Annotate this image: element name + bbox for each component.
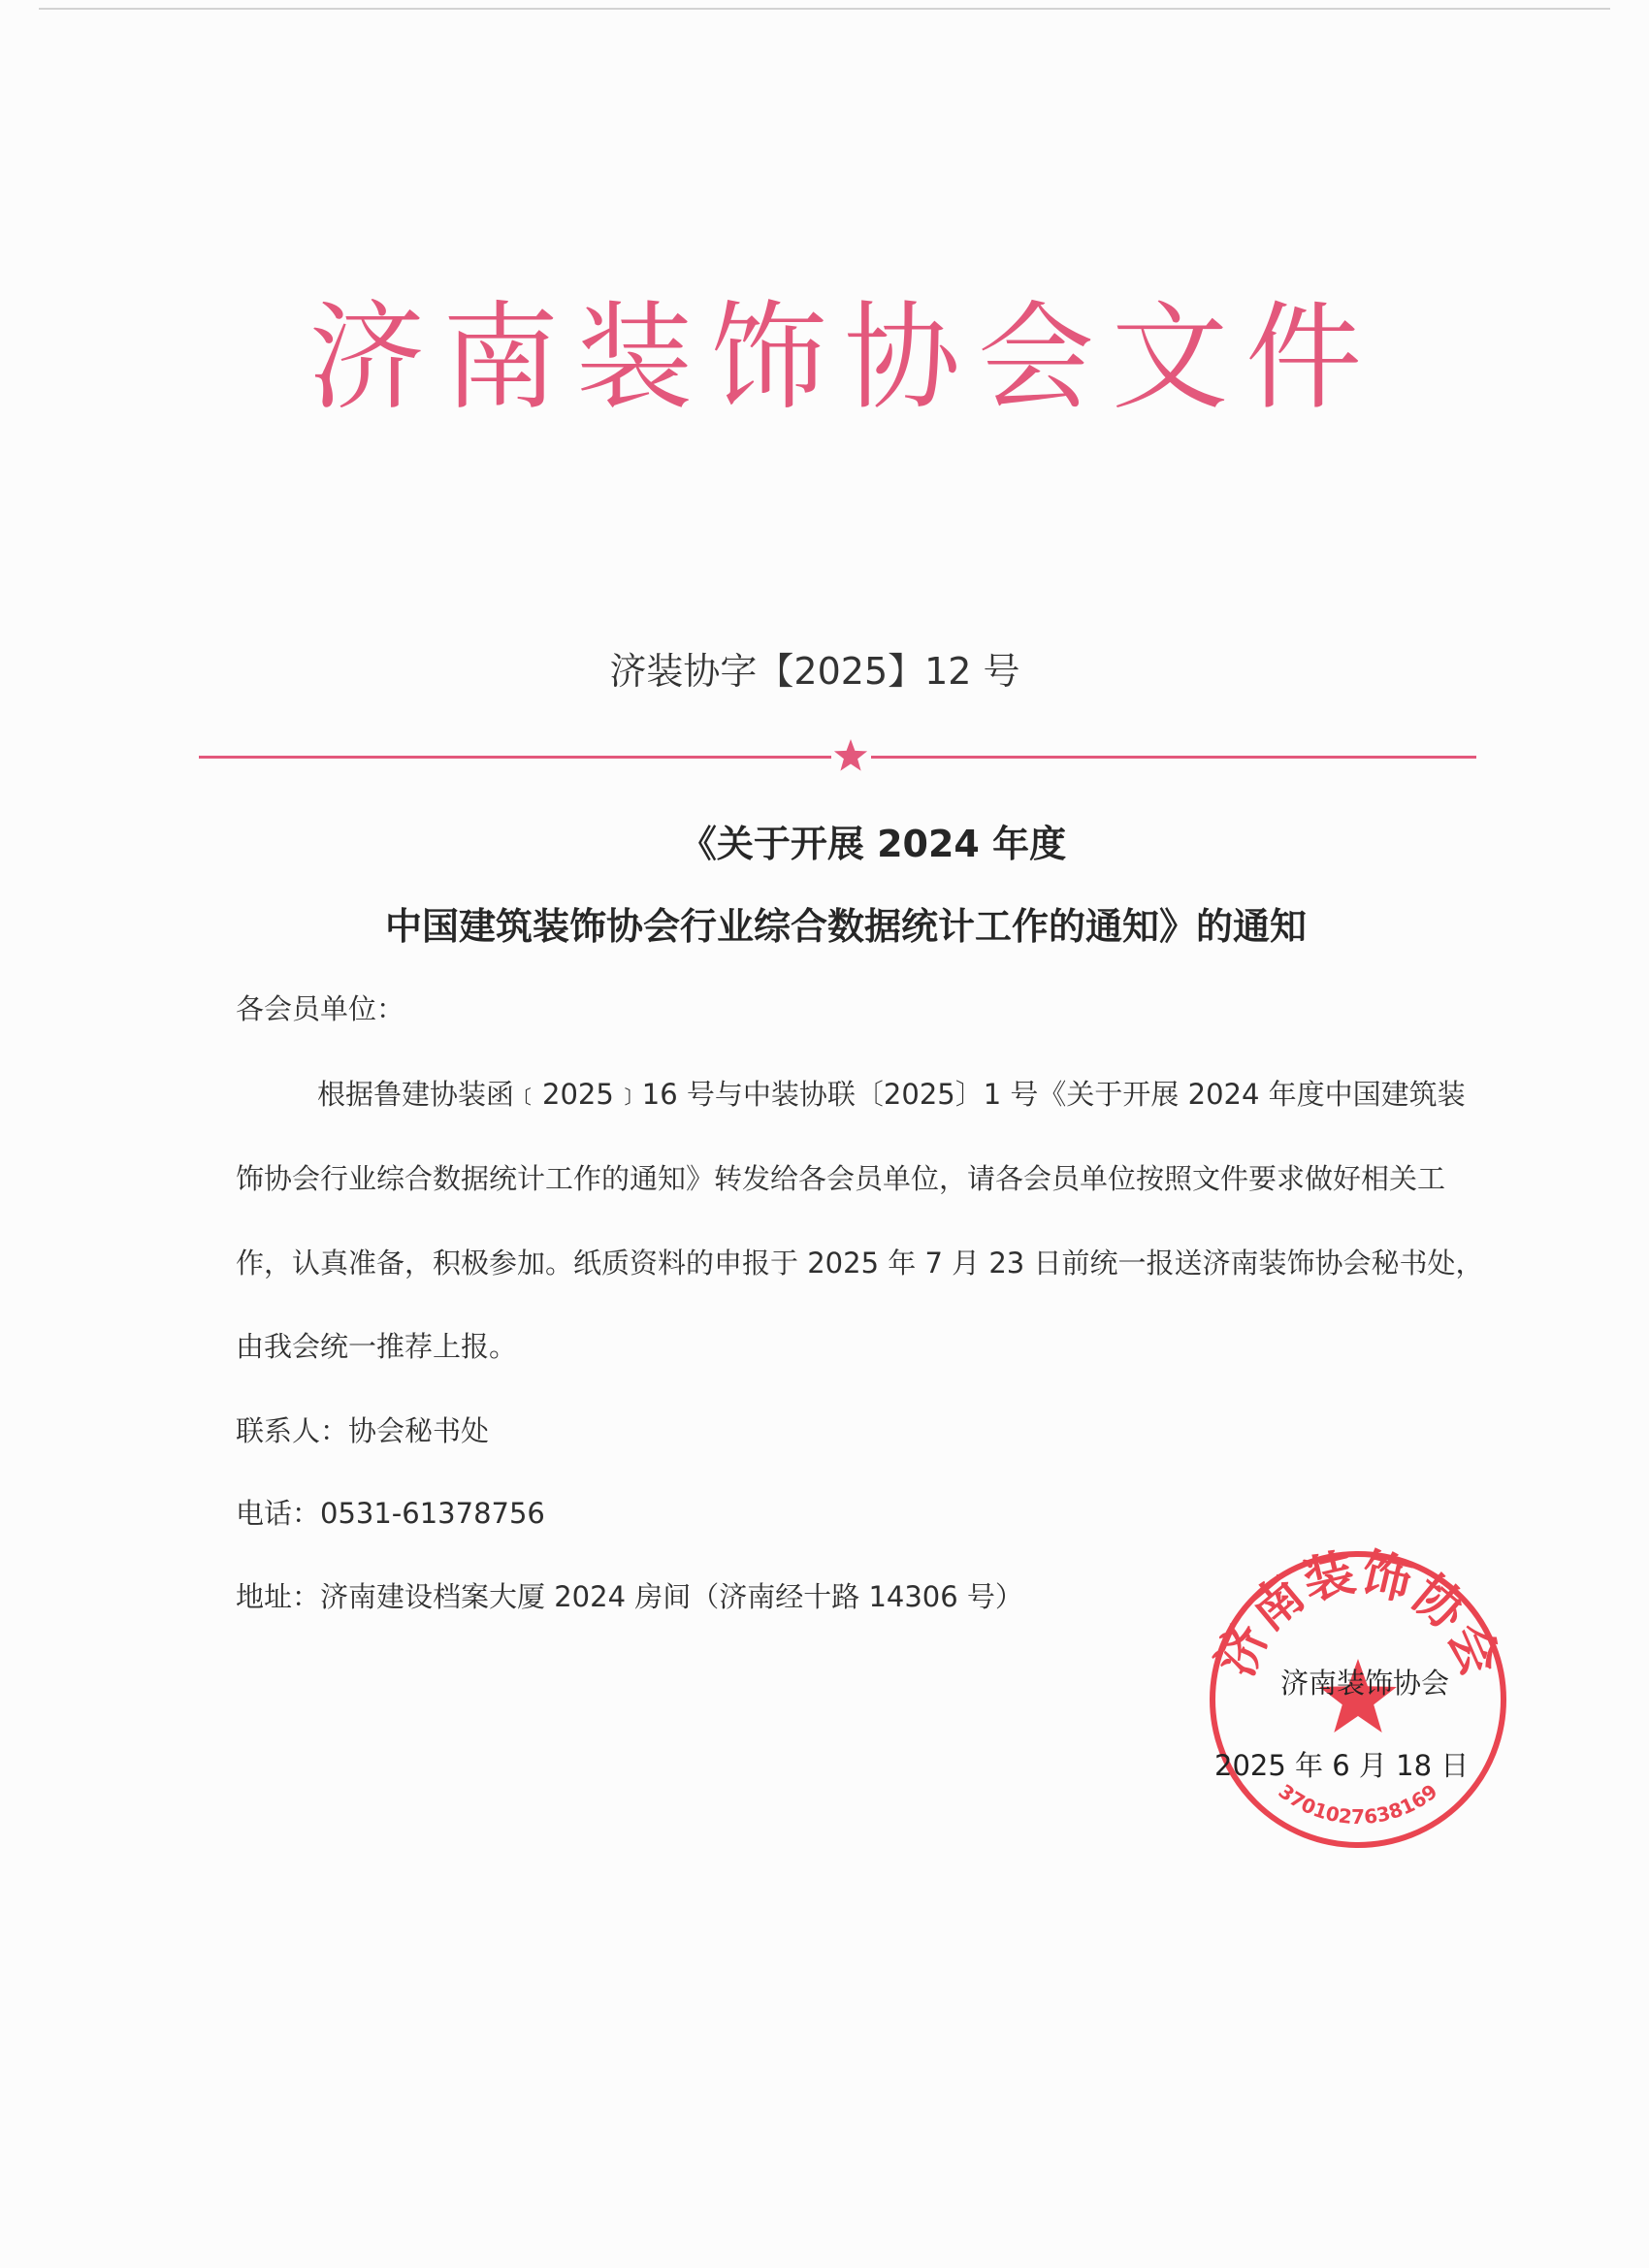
scan-edge	[39, 8, 1610, 10]
header-divider-right	[871, 756, 1476, 759]
header-divider-left	[199, 756, 831, 759]
signature-date: 2025 年 6 月 18 日	[1214, 1749, 1470, 1782]
notice-title-line-1: 《关于开展 2024 年度	[679, 823, 1067, 865]
body-line: 作，认真准备，积极参加。纸质资料的申报于 2025 年 7 月 23 日前统一报送济南装饰协会秘书处，	[236, 1247, 1484, 1280]
notice-title-line-2: 中国建筑装饰协会行业综合数据统计工作的通知》的通知	[384, 905, 1307, 948]
contact-person: 联系人：协会秘书处	[236, 1414, 490, 1447]
contact-address: 地址：济南建设档案大厦 2024 房间（济南经十路 14306 号）	[236, 1580, 1023, 1613]
body-line: 由我会统一推荐上报。	[236, 1330, 518, 1363]
body-line: 根据鲁建协装函﹝2025﹞16 号与中装协联〔2025〕1 号《关于开展 2024 年度中国建筑装	[317, 1078, 1466, 1111]
salutation: 各会员单位：	[236, 992, 405, 1025]
seal-ring-text: 济南装饰协会	[1205, 1544, 1511, 1685]
body-line: 饰协会行业综合数据统计工作的通知》转发给各会员单位，请各会员单位按照文件要求做好相关工	[236, 1162, 1446, 1195]
signature-organization: 济南装饰协会	[1280, 1667, 1450, 1700]
document-number: 济装协字【2025】12 号	[609, 650, 1020, 693]
document-header-title: 济南装饰协会文件	[308, 291, 1379, 426]
star-icon	[831, 737, 870, 776]
seal-code: 3701027638169	[1274, 1779, 1442, 1829]
contact-phone: 电话：0531-61378756	[236, 1497, 545, 1530]
